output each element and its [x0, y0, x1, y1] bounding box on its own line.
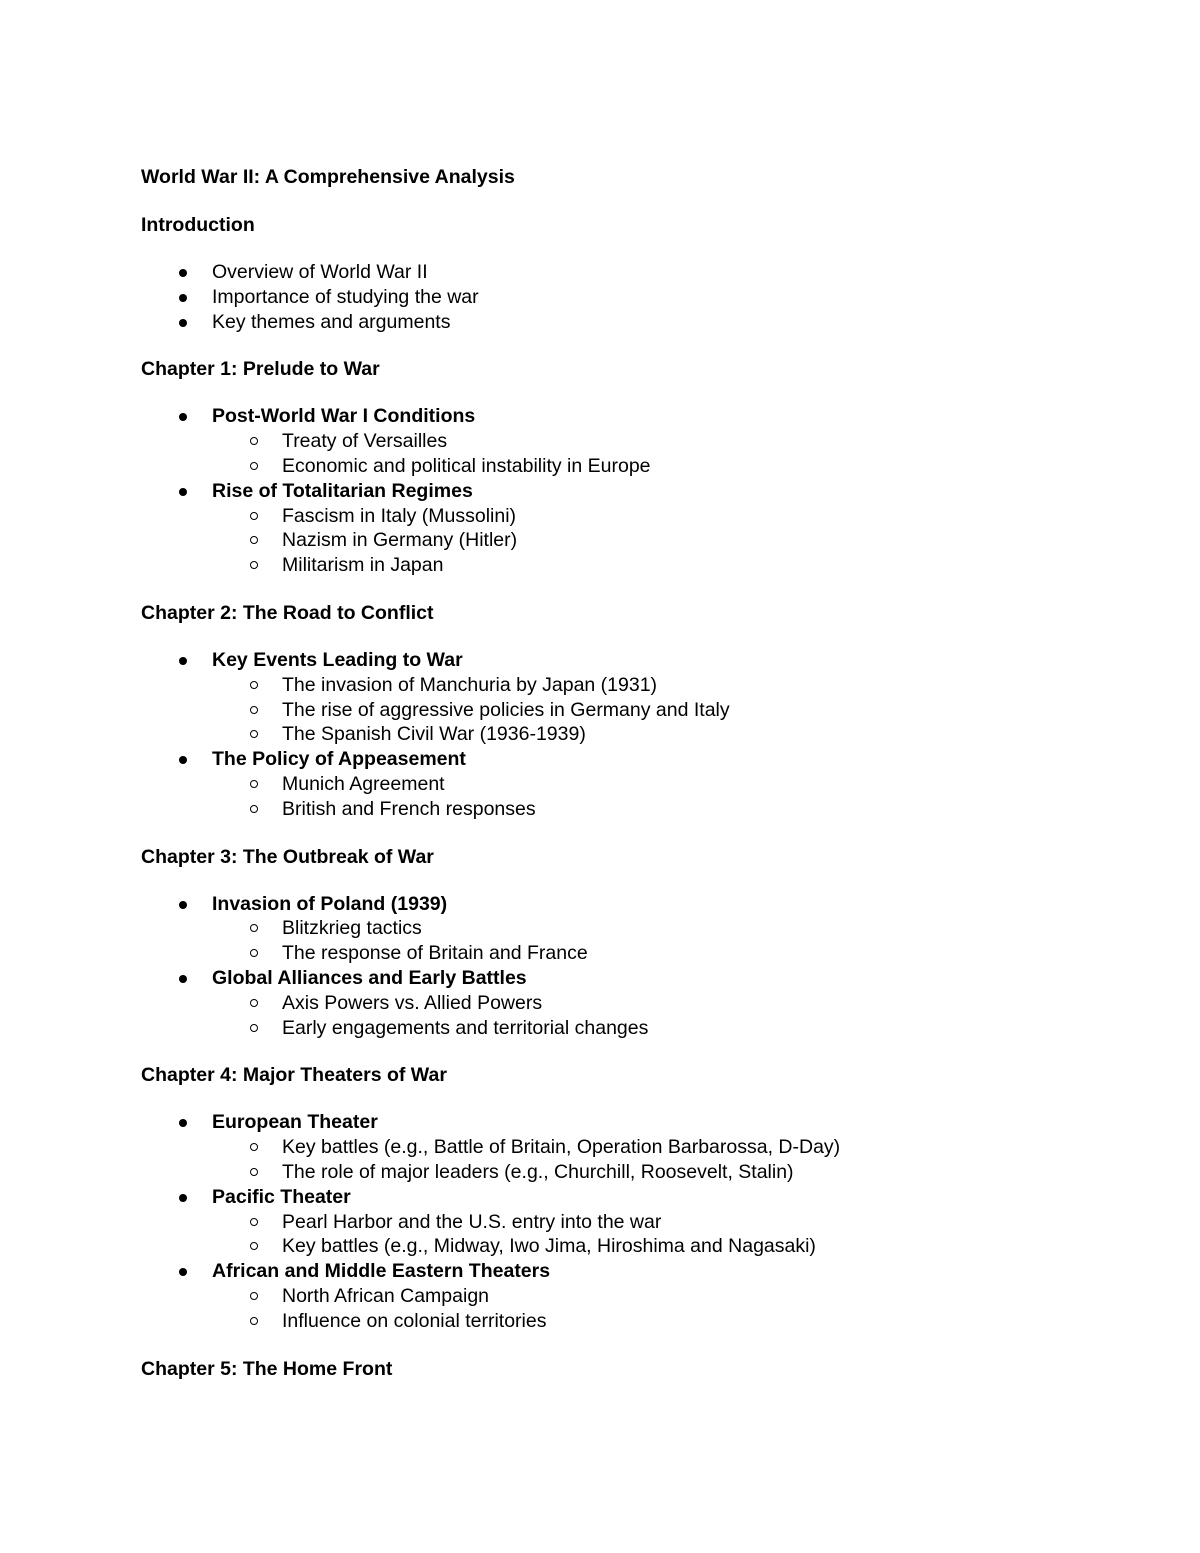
sub-list-item-text: The invasion of Manchuria by Japan (1931) — [282, 673, 658, 696]
section — [141, 356, 1141, 578]
bullet-list — [141, 260, 1141, 334]
list-item — [141, 966, 1141, 1040]
section — [141, 212, 1141, 334]
filled-bullet-icon — [179, 975, 187, 983]
sub-list-item-text: The role of major leaders (e.g., Churchill, Roosevelt, Stalin) — [282, 1160, 794, 1183]
hollow-bullet-icon — [250, 1143, 258, 1151]
sub-list-item-text: Nazism in Germany (Hitler) — [282, 529, 518, 552]
filled-bullet-icon — [179, 488, 187, 496]
filled-bullet-icon — [179, 413, 187, 421]
hollow-bullet-icon — [250, 1292, 258, 1300]
hollow-bullet-icon — [250, 999, 258, 1007]
list-item-text: Overview of World War II — [212, 261, 428, 283]
section — [141, 1356, 1141, 1382]
list-item-text: The Policy of Appeasement — [212, 748, 466, 771]
hollow-bullet-icon — [250, 706, 258, 714]
list-item — [141, 892, 1141, 966]
sub-list-item-text: Treaty of Versailles — [282, 430, 448, 453]
sub-list-item — [212, 797, 1141, 822]
sub-list-item — [212, 454, 1141, 479]
document-body — [141, 164, 1141, 1382]
list-item — [141, 1259, 1141, 1333]
sub-list-item-text: Influence on colonial territories — [282, 1309, 547, 1332]
filled-bullet-icon — [179, 294, 187, 302]
list-item — [141, 479, 1141, 578]
filled-bullet-icon — [179, 319, 187, 327]
list-item — [141, 285, 1141, 310]
hollow-bullet-icon — [250, 681, 258, 689]
hollow-bullet-icon — [250, 1242, 258, 1250]
sub-bullet-list — [212, 429, 1141, 479]
sub-list-item — [212, 1309, 1141, 1334]
sub-list-item-text: British and French responses — [282, 797, 536, 820]
hollow-bullet-icon — [250, 1168, 258, 1176]
sub-list-item — [212, 991, 1141, 1016]
sub-bullet-list — [212, 1284, 1141, 1334]
sub-bullet-list — [212, 772, 1141, 822]
section — [141, 600, 1141, 822]
hollow-bullet-icon — [250, 805, 258, 813]
list-item — [141, 648, 1141, 747]
sub-list-item — [212, 722, 1141, 747]
sub-list-item-text: The response of Britain and France — [282, 942, 588, 965]
list-item-text: Invasion of Poland (1939) — [212, 892, 448, 915]
sub-list-item-text: Blitzkrieg tactics — [282, 917, 422, 940]
section-heading: Chapter 2: The Road to Conflict — [141, 601, 434, 624]
filled-bullet-icon — [179, 1268, 187, 1276]
hollow-bullet-icon — [250, 437, 258, 445]
sub-list-item — [212, 504, 1141, 529]
hollow-bullet-icon — [250, 462, 258, 470]
hollow-bullet-icon — [250, 949, 258, 957]
section-heading: Chapter 5: The Home Front — [141, 1357, 393, 1380]
hollow-bullet-icon — [250, 730, 258, 738]
filled-bullet-icon — [179, 901, 187, 909]
list-item — [141, 260, 1141, 285]
sub-list-item-text: Key battles (e.g., Midway, Iwo Jima, Hiroshima and Nagasaki) — [282, 1235, 816, 1258]
sub-bullet-list — [212, 991, 1141, 1041]
sub-list-item — [212, 673, 1141, 698]
sub-list-item — [212, 1234, 1141, 1259]
hollow-bullet-icon — [250, 512, 258, 520]
section-heading: Chapter 4: Major Theaters of War — [141, 1064, 447, 1087]
list-item — [141, 404, 1141, 478]
hollow-bullet-icon — [250, 780, 258, 788]
list-item-text: Importance of studying the war — [212, 285, 479, 308]
sub-list-item-text: Pearl Harbor and the U.S. entry into the war — [282, 1210, 662, 1233]
filled-bullet-icon — [179, 657, 187, 665]
sub-list-item-text: Key battles (e.g., Battle of Britain, Operation Barbarossa, D-Day) — [282, 1136, 841, 1159]
filled-bullet-icon — [179, 756, 187, 764]
hollow-bullet-icon — [250, 1218, 258, 1226]
bullet-list — [141, 404, 1141, 578]
document-title: World War II: A Comprehensive Analysis — [141, 166, 515, 188]
hollow-bullet-icon — [250, 924, 258, 932]
section-heading: Introduction — [141, 214, 255, 236]
list-item-text: European Theater — [212, 1111, 378, 1134]
sub-list-item-text: Early engagements and territorial changes — [282, 1016, 649, 1039]
sub-list-item — [212, 941, 1141, 966]
hollow-bullet-icon — [250, 561, 258, 569]
sub-bullet-list — [212, 1135, 1141, 1185]
list-item-text: Key Events Leading to War — [212, 648, 463, 671]
bullet-list — [141, 1110, 1141, 1333]
sub-list-item-text: Fascism in Italy (Mussolini) — [282, 504, 517, 527]
sub-list-item — [212, 528, 1141, 553]
bullet-list — [141, 892, 1141, 1041]
hollow-bullet-icon — [250, 1317, 258, 1325]
sub-list-item — [212, 429, 1141, 454]
sub-list-item-text: The rise of aggressive policies in Germany and Italy — [282, 698, 730, 721]
list-item-text: Key themes and arguments — [212, 310, 451, 333]
sub-list-item-text: Economic and political instability in Europe — [282, 454, 651, 477]
sub-list-item — [212, 772, 1141, 797]
section — [141, 1062, 1141, 1333]
list-item-text: African and Middle Eastern Theaters — [212, 1260, 551, 1283]
sub-list-item — [212, 1210, 1141, 1235]
list-item — [141, 747, 1141, 821]
sub-bullet-list — [212, 673, 1141, 747]
sub-list-item — [212, 1160, 1141, 1185]
list-item-text: Post-World War I Conditions — [212, 405, 476, 428]
sub-list-item — [212, 916, 1141, 941]
list-item — [141, 1110, 1141, 1184]
sub-list-item — [212, 698, 1141, 723]
sub-list-item-text: North African Campaign — [282, 1284, 490, 1307]
sub-list-item-text: Munich Agreement — [282, 772, 445, 795]
list-item — [141, 1185, 1141, 1259]
sub-list-item — [212, 553, 1141, 578]
sub-list-item-text: Militarism in Japan — [282, 554, 444, 577]
section-heading: Chapter 1: Prelude to War — [141, 358, 380, 381]
section — [141, 844, 1141, 1041]
sub-bullet-list — [212, 1210, 1141, 1260]
sub-list-item — [212, 1016, 1141, 1041]
filled-bullet-icon — [179, 1194, 187, 1202]
list-item-text: Global Alliances and Early Battles — [212, 966, 527, 989]
filled-bullet-icon — [179, 1119, 187, 1127]
sections-container — [141, 212, 1141, 1382]
hollow-bullet-icon — [250, 536, 258, 544]
sub-list-item — [212, 1135, 1141, 1160]
list-item-text: Pacific Theater — [212, 1185, 351, 1208]
list-item — [141, 310, 1141, 335]
section-heading: Chapter 3: The Outbreak of War — [141, 845, 434, 868]
sub-list-item-text: The Spanish Civil War (1936-1939) — [282, 723, 586, 746]
filled-bullet-icon — [179, 269, 187, 277]
list-item-text: Rise of Totalitarian Regimes — [212, 479, 473, 502]
sub-list-item-text: Axis Powers vs. Allied Powers — [282, 991, 543, 1014]
sub-list-item — [212, 1284, 1141, 1309]
bullet-list — [141, 648, 1141, 822]
sub-bullet-list — [212, 916, 1141, 966]
hollow-bullet-icon — [250, 1024, 258, 1032]
sub-bullet-list — [212, 504, 1141, 578]
